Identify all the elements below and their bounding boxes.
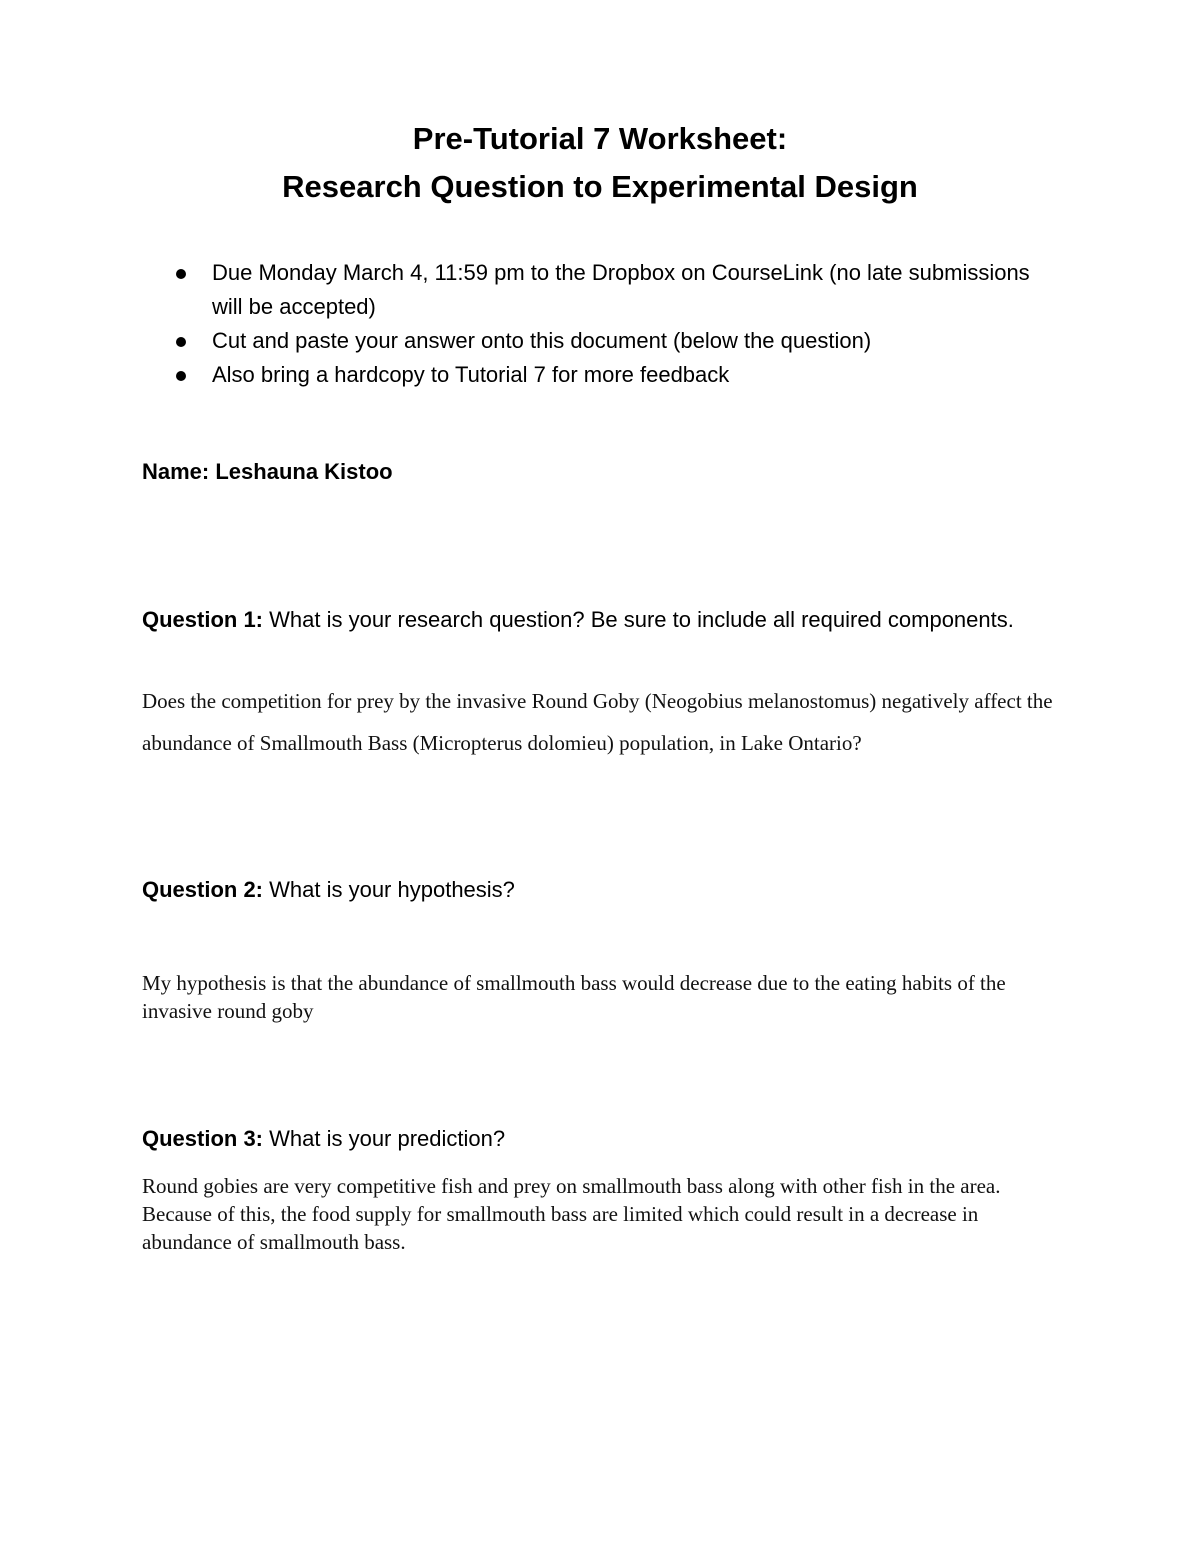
instruction-text: Cut and paste your answer onto this document (below the question) [212,328,872,353]
question-3 [142,1122,1022,1156]
page-title: Pre-Tutorial 7 Worksheet: [412,121,788,156]
instruction-item [170,358,1050,392]
answer-3: Round gobies are very competitive fish and prey on smallmouth bass along with other fish in the area. Because of this, the food supply for smallmouth bass are limited which could result in a decrease in abundance of smallmouth bass. [142,1174,1001,1254]
question-text: What is your research question? Be sure to include all required components. [263,607,1014,632]
instruction-text: Also bring a hardcopy to Tutorial 7 for more feedback [212,362,730,387]
bullet-icon [176,269,186,279]
bullet-icon [176,337,186,347]
answer-1: Does the competition for prey by the invasive Round Goby (Neogobius melanostomus) negatively affect the abundance of Smallmouth Bass (Micropterus dolomieu) population, in Lake Ontario? [142,689,1053,755]
answer-2: My hypothesis is that the abundance of smallmouth bass would decrease due to the eating habits of the invasive round goby [142,971,1006,1023]
question-text: What is your prediction? [263,1126,506,1151]
instructions-list [170,256,1050,392]
question-2 [142,873,1022,907]
instruction-item [170,256,1050,324]
question-1 [142,603,1022,637]
instruction-item [170,324,1050,358]
question-label: Question 2: [142,877,264,902]
question-label: Question 1: [142,607,264,632]
instruction-text: Due Monday March 4, 11:59 pm to the Dropbox on CourseLink (no late submissions will be accepted) [212,260,1030,319]
question-label: Question 3: [142,1126,264,1151]
bullet-icon [176,371,186,381]
page-subtitle: Research Question to Experimental Design [282,169,918,204]
student-name: Name: Leshauna Kistoo [142,459,393,484]
question-text: What is your hypothesis? [263,877,515,902]
